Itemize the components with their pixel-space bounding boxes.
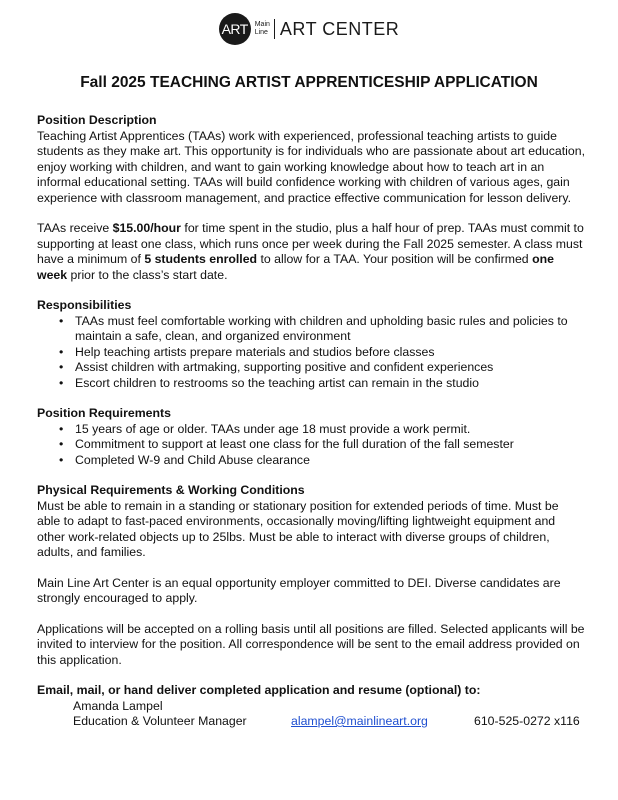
contact-name: Amanda Lampel (73, 698, 163, 713)
pay-text-2: for time spent in the studio, plus a half hour of prep. TAAs must commit to supporting at least one class, which runs once per week during the Fall 2025 semester. A class must have a minimum of (37, 221, 584, 266)
logo-divider (274, 19, 275, 39)
requirements-list (37, 422, 585, 469)
logo (0, 13, 618, 45)
pay-min-students: 5 students enrolled (144, 252, 258, 266)
contact-phone: 610-525-0272 x116 (474, 714, 580, 728)
page-title: Fall 2025 TEACHING ARTIST APPRENTICESHIP APPLICATION (80, 74, 538, 91)
responsibilities-list (37, 314, 585, 392)
list-item: • Help teaching artists prepare materials and studios before classes (75, 345, 585, 361)
contact-details (37, 714, 585, 730)
pay-text-1: TAAs receive (37, 221, 113, 235)
contact-title: Education & Volunteer Manager (73, 714, 247, 728)
contact-heading: Email, mail, or hand deliver completed application and resume (optional) to: (37, 683, 481, 697)
physical-requirements-text: Must be able to remain in a standing or stationary position for extended periods of time. Must be able to adapt to fast-paced environments, occasionally moving/lifting lightweight equipment and other work-related objects up to 25lbs. Must be able to interact with diverse groups of children, adults, and families. (37, 498, 559, 559)
pay-paragraph (37, 221, 585, 283)
document-body (37, 113, 585, 730)
list-item: • TAAs must feel comfortable working with children and upholding basic rules and policies to maintain a safe, clean, and organized environment (75, 314, 585, 345)
contact-block (37, 683, 585, 730)
responsibilities-heading: Responsibilities (37, 298, 132, 312)
pay-rate: $15.00/hour (112, 221, 181, 235)
pay-confirm-time: one week (37, 252, 554, 282)
logo-mark: ART (219, 13, 251, 45)
pay-text-3: to allow for a TAA. Your position will be confirmed (257, 252, 533, 266)
physical-requirements-heading: Physical Requirements & Working Conditions (37, 483, 305, 497)
logo-small-line2: Line (254, 29, 268, 36)
list-item: • 15 years of age or older. TAAs under age 18 must provide a work permit. (75, 422, 585, 438)
logo-small-line1: Main (254, 21, 270, 28)
list-item: • Completed W-9 and Child Abuse clearance (75, 453, 585, 469)
eeo-statement: Main Line Art Center is an equal opportunity employer committed to DEI. Diverse candidates are strongly encouraged to apply. (37, 575, 561, 605)
position-description-heading: Position Description (37, 113, 157, 127)
contact-email-link[interactable]: alampel@mainlineart.org (291, 714, 428, 728)
list-item: • Escort children to restrooms so the teaching artist can remain in the studio (75, 376, 585, 392)
logo-small-text (255, 21, 270, 37)
logo-name: ART CENTER (279, 18, 400, 39)
pay-text-4: prior to the class’s start date. (67, 267, 228, 282)
list-item: • Commitment to support at least one class for the full duration of the fall semester (75, 437, 585, 453)
requirements-heading: Position Requirements (37, 406, 171, 420)
list-item: • Assist children with artmaking, supporting positive and confident experiences (75, 360, 585, 376)
applications-statement: Applications will be accepted on a rolling basis until all positions are filled. Selected applicants will be invited to interview for the position. All correspondence will be sent to the email address provided on this application. (37, 621, 585, 667)
position-description-text: Teaching Artist Apprentices (TAAs) work with experienced, professional teaching artists to guide students as they make art. This opportunity is for individuals who are passionate about art education, enjoy working with children, and want to gain working knowledge about how to teach art in an informal educational setting. TAAs will build confidence working with children of various ages, gain experience with classroom management, and practice effective communication for lesson delivery. (37, 128, 585, 205)
